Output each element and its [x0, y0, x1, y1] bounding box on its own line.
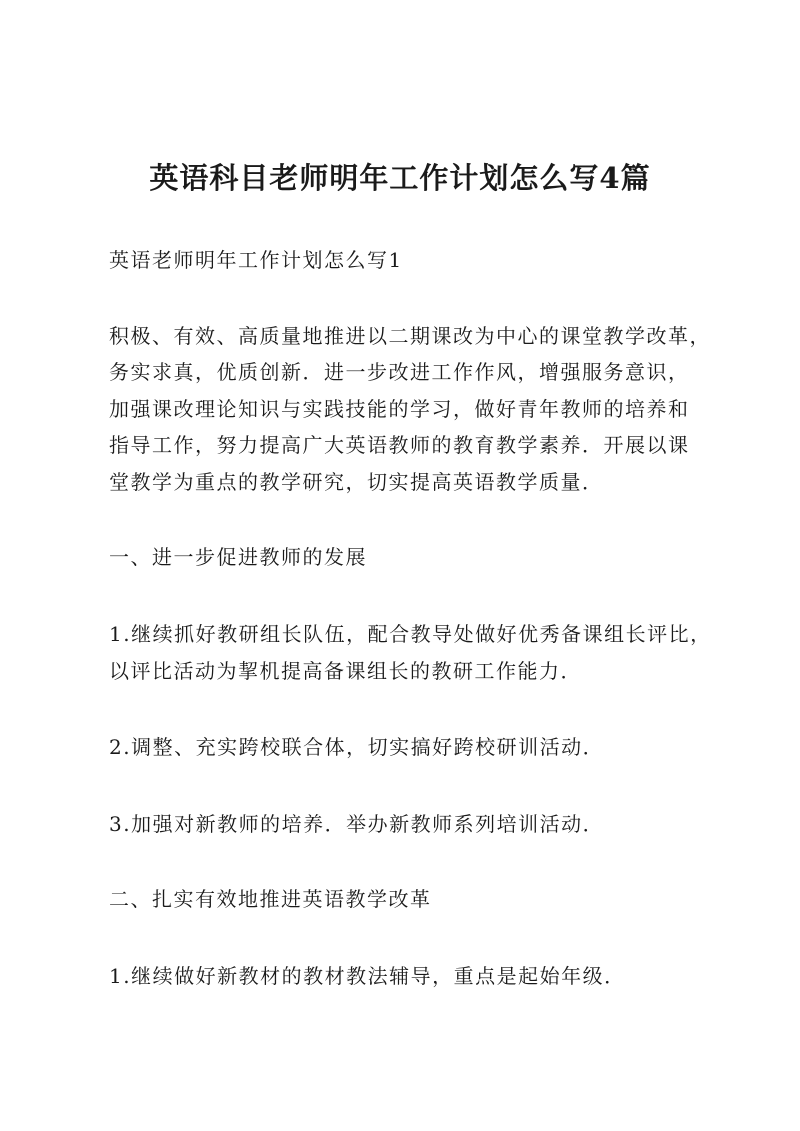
- intro-line: 加强课改理论知识与实践技能的学习，做好青年教师的培养和: [109, 397, 690, 421]
- list-item: 1.继续做好新教材的教材教法辅导，重点是起始年级．: [109, 964, 626, 988]
- section-subtitle: 英语老师明年工作计划怎么写1: [109, 248, 403, 272]
- list-item: 2.调整、充实跨校联合体，切实搞好跨校研训活动．: [109, 735, 605, 759]
- document-title: 英语科目老师明年工作计划怎么写4篇: [149, 161, 651, 195]
- intro-line: 堂教学为重点的教学研究，切实提高英语教学质量．: [109, 470, 604, 494]
- intro-line: 积极、有效、高质量地推进以二期课改为中心的课堂教学改革，: [109, 324, 711, 348]
- list-item-line: 以评比活动为挈机提高备课组长的教研工作能力．: [109, 659, 582, 683]
- list-item-line: 1.继续抓好教研组长队伍，配合教导处做好优秀备课组长评比，: [109, 622, 712, 646]
- intro-line: 指导工作，努力提高广大英语教师的教育教学素养．开展以课: [109, 433, 690, 457]
- section-heading-1: 一、进一步促进教师的发展: [109, 545, 367, 569]
- list-item: 3.加强对新教师的培养．举办新教师系列培训活动．: [109, 812, 605, 836]
- intro-line: 务实求真，优质创新．进一步改进工作作风，增强服务意识，: [109, 360, 690, 384]
- section-heading-2: 二、扎实有效地推进英语教学改革: [109, 887, 432, 911]
